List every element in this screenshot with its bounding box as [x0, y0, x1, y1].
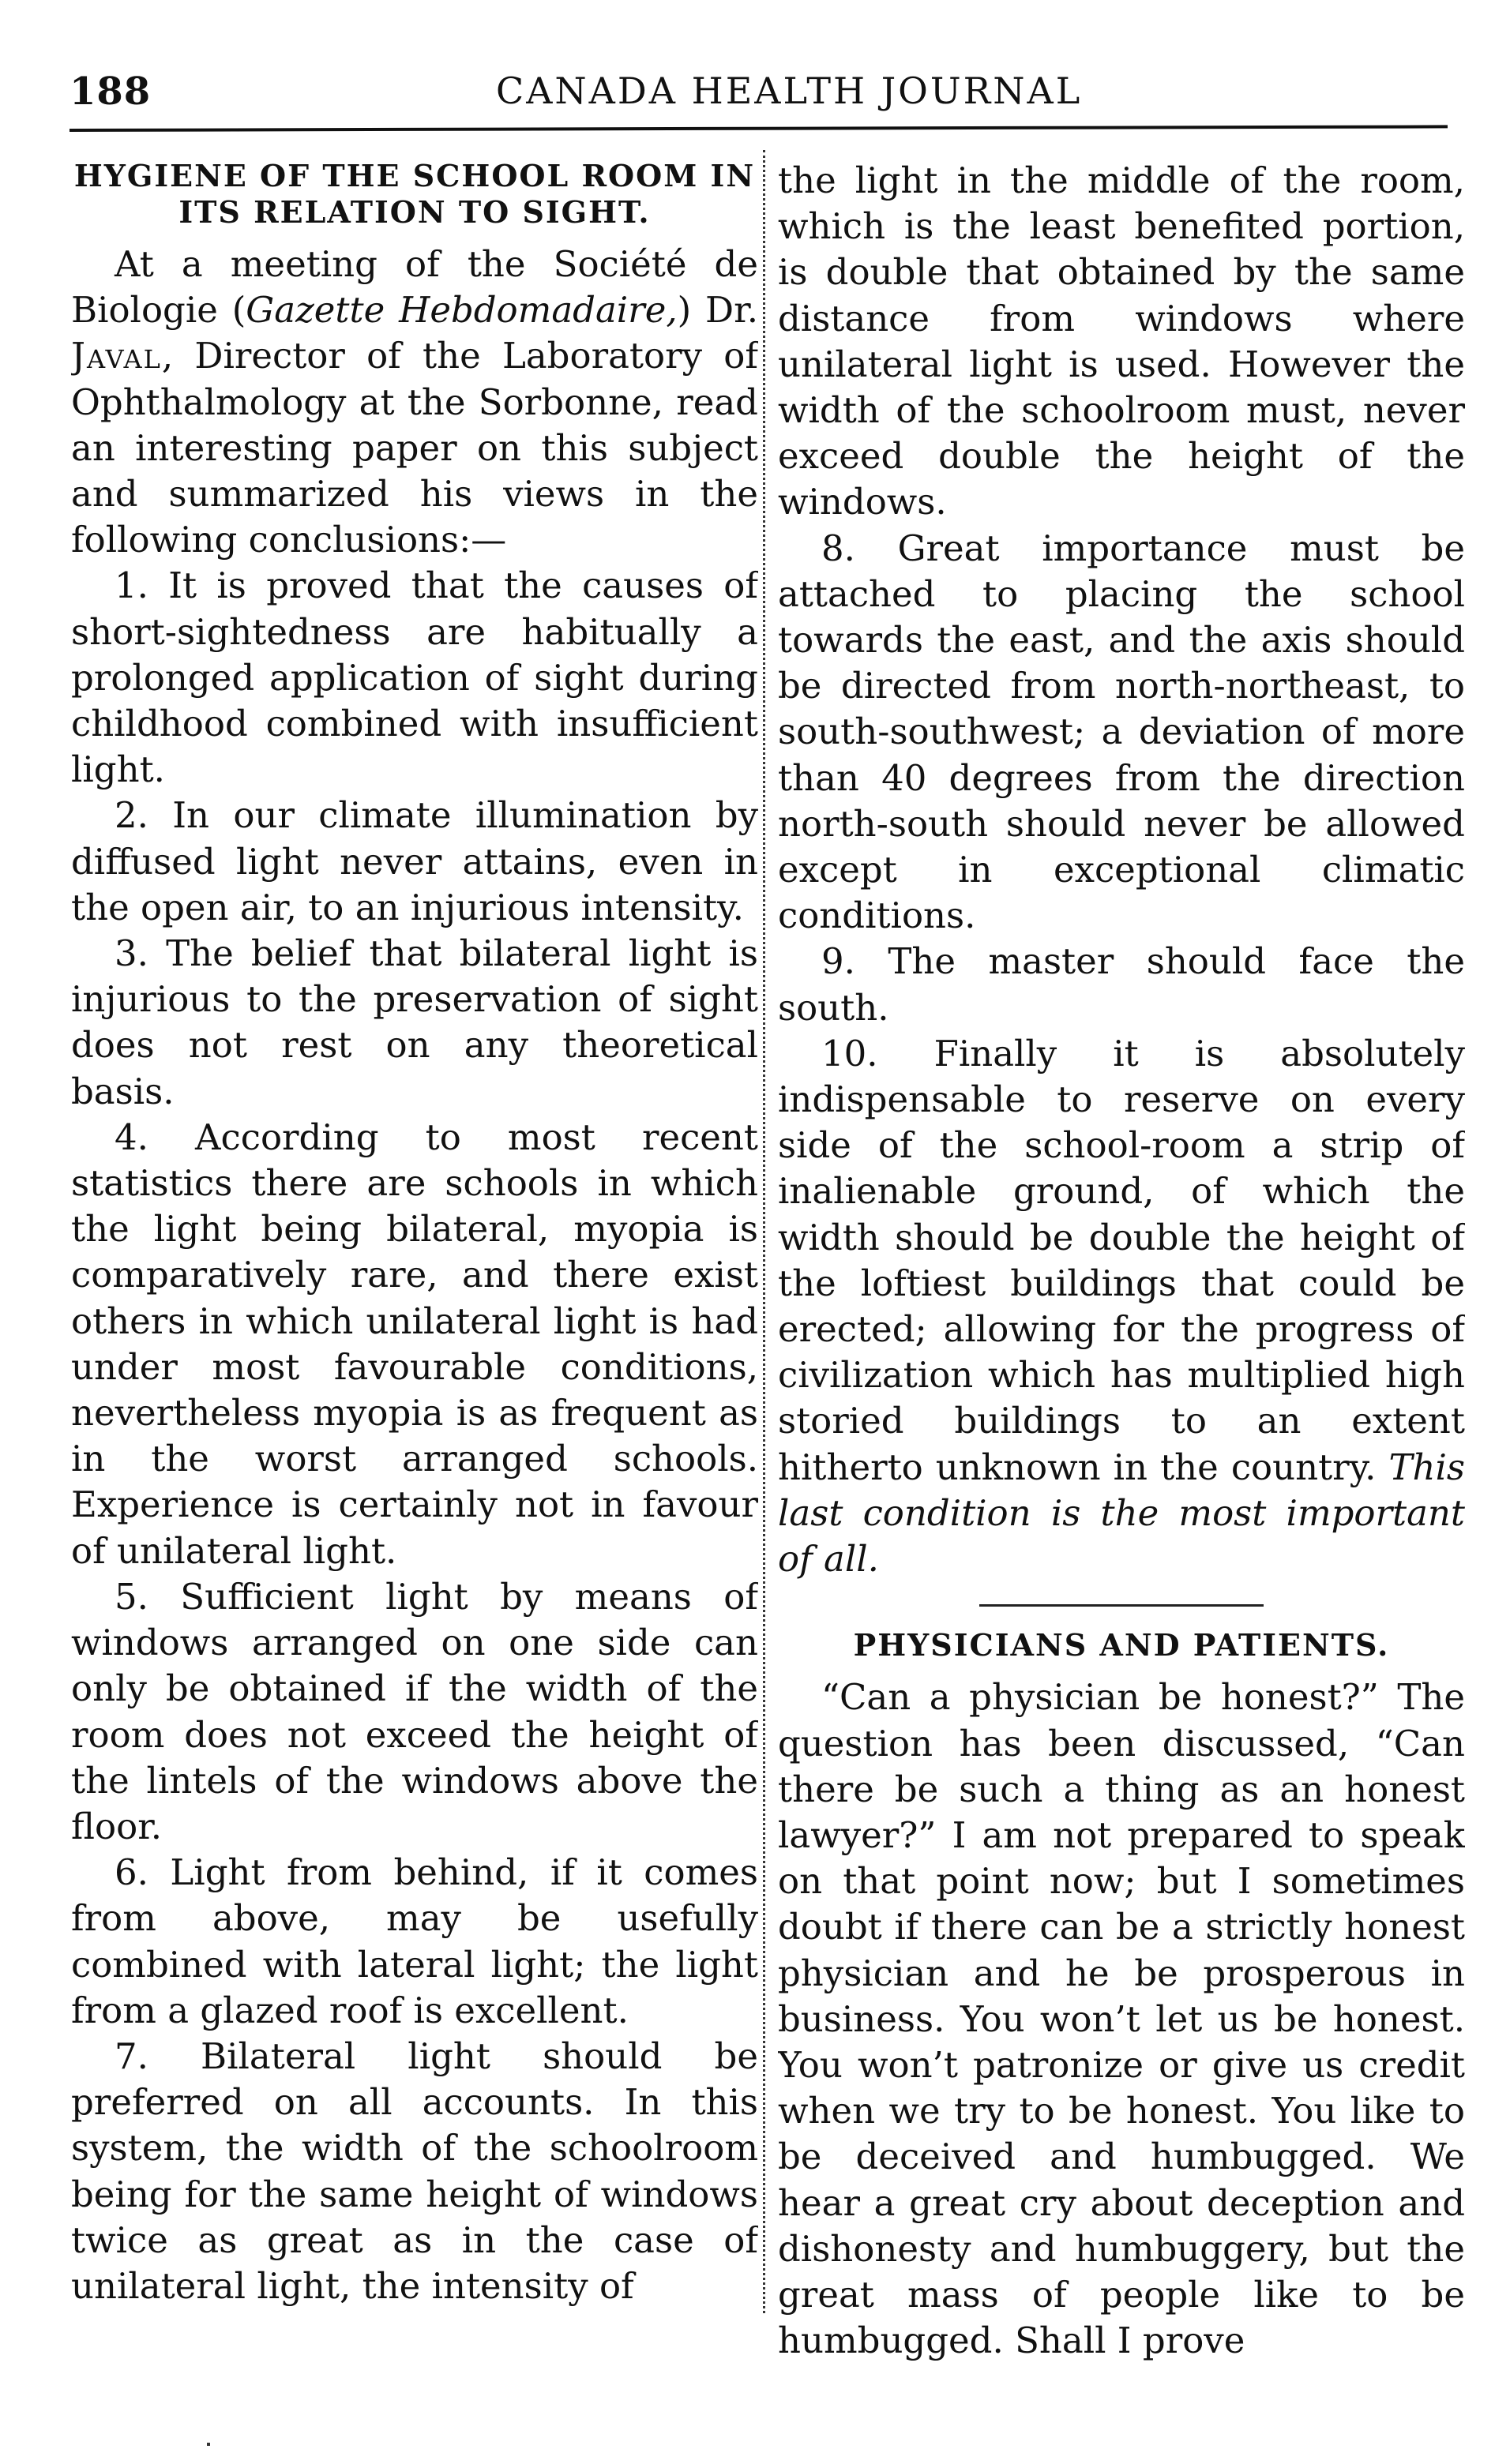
author-name: Javal	[71, 335, 162, 377]
conclusion-2: 2. In our climate illumination by diffused light never attains, even in the open air, to an injurious intensity.	[71, 794, 758, 928]
conclusion-7-continued: the light in the middle of the room, which is the least benefited portion, is double that obtained by the same distance from windows where unilateral light is used. However the width of the schoolroom must, never exceed double the height of the windows.	[778, 159, 1465, 523]
conclusion-10-text: 10. Finally it is absolutely indispensable to reserve on every side of the school-room a strip of inalienable ground, of which the width should be double the height of the loftiest buildings that could be erected; allowing for the progress of civilization which has multiplied high storied buildings to an extent hitherto unknown in the country.	[778, 1032, 1465, 1488]
print-mark	[207, 2443, 210, 2446]
intro-text-b: ) Dr.	[677, 289, 758, 332]
header-rule	[69, 125, 1448, 132]
conclusion-9: 9. The master should face the south.	[778, 940, 1465, 1029]
source-citation: Gazette Hebdomadaire,	[246, 289, 678, 332]
intro-text-c: , Director of the Laboratory of Ophthalmology at the Sorbonne, read an interesting paper on this subject and summarized his views in the following conclusions:—	[71, 335, 758, 561]
page-header	[69, 65, 1483, 120]
intro-text-a: At a meeting of the Société de Biologie (	[71, 243, 758, 332]
running-head: CANADA HEALTH JOURNAL	[496, 69, 1083, 112]
physicians-paragraph: “Can a physician be honest?” The question has been discussed, “Can there be such a thing as an honest lawyer?” I am not prepared to speak on that point now; but I sometimes doubt if there can be a strictly honest physician and he be prosperous in business. You won’t let us be honest. You won’t patronize or give us credit when we try to be honest. You like to be deceived and humbugged. We hear a great cry about deception and dishonesty and humbuggery, but the great mass of people like to be humbugged. Shall I prove	[778, 1676, 1465, 2362]
column-divider	[763, 150, 767, 2313]
conclusion-6: 6. Light from behind, if it comes from above, may be usefully combined with lateral light; the light from a glazed roof is excellent.	[71, 1851, 758, 2031]
article-title-hygiene: HYGIENE OF THE SCHOOL ROOM IN ITS RELATION TO SIGHT.	[73, 158, 756, 230]
conclusion-4: 4. According to most recent statistics there are schools in which the light being bilateral, myopia is comparatively rare, and there exist others in which unilateral light is had under most favourable conditions, nevertheless myopia is as frequent as in the worst arranged schools. Experience is certainly not in favour of unilateral light.	[71, 1116, 758, 1572]
conclusion-7: 7. Bilateral light should be preferred on all accounts. In this system, the width of the schoolroom being for the same height of windows twice as great as in the case of unilateral light, the intensity of	[71, 2035, 758, 2307]
conclusion-8: 8. Great importance must be attached to placing the school towards the east, and the axis should be directed from north-northeast, to south-southwest; a deviation of more than 40 degrees from the direction north-south should never be allowed except in exceptional climatic conditions.	[778, 527, 1465, 937]
page-number: 188	[69, 69, 152, 114]
intro-paragraph	[71, 242, 758, 563]
conclusion-3: 3. The belief that bilateral light is injurious to the preservation of sight does not rest on any theoretical basis.	[71, 932, 758, 1112]
conclusion-10-emphasis: This last condition is the most important of all.	[778, 1446, 1465, 1581]
conclusion-5: 5. Sufficient light by means of windows arranged on one side can only be obtained if the width of the room does not exceed the height of the lintels of the windows above the floor.	[71, 1575, 758, 1847]
left-column	[71, 158, 758, 2463]
section-separator	[979, 1604, 1264, 1607]
right-column	[778, 158, 1465, 2463]
article-title-physicians: PHYSICIANS AND PATIENTS.	[853, 1627, 1390, 1663]
conclusion-10	[778, 1031, 1465, 1582]
conclusion-1: 1. It is proved that the causes of short-sightedness are habitually a prolonged application of sight during childhood combined with insufficient light.	[71, 564, 758, 791]
